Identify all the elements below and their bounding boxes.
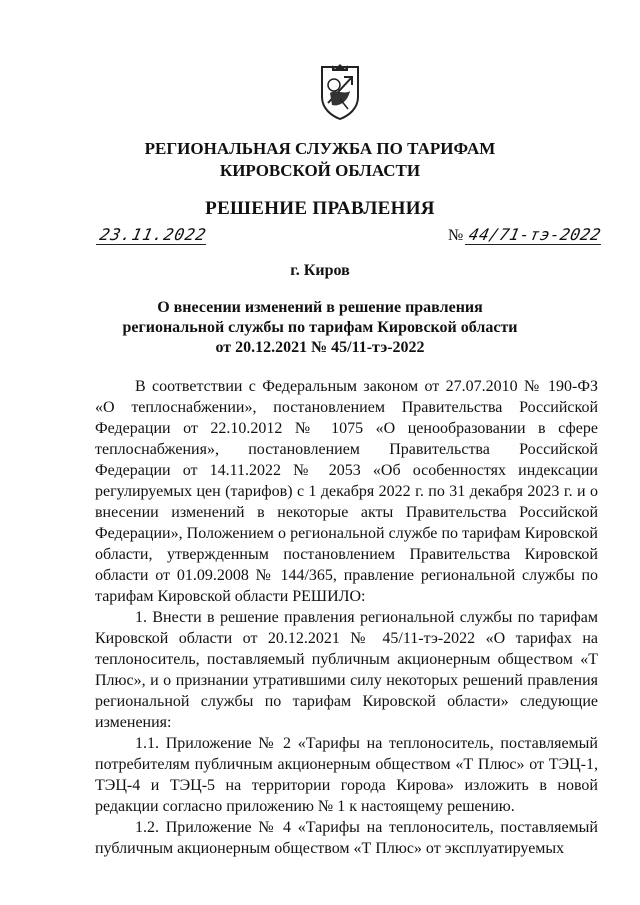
subject-line-2: региональной службы по тарифам Кировской области xyxy=(122,319,518,336)
subject xyxy=(0,298,640,358)
number-value: 44/71-тэ-2022 xyxy=(465,225,605,245)
decision-date: 23.11.2022 xyxy=(96,225,211,245)
paragraph-item-1: 1. Внести в решение правления региональной службы по тарифам Кировской области от 20.12.2021 № 45/11-тэ-2022 «О тарифах на теплоноситель, поставляемый публичным акционерным обществом «Т Плюс», и о признании утратившими силу некоторых решений правления региональной службы по тарифам Кировской области» следующие изменения: xyxy=(95,609,598,731)
city: г. Киров xyxy=(290,262,350,279)
paragraph-item-1-1: 1.1. Приложение № 2 «Тарифы на теплоноситель, поставляемый потребителям публичным акционерным обществом «Т Плюс» от ТЭЦ-1, ТЭЦ-4 и ТЭЦ-5 на территории города Кирова» изложить в новой редакции согласно приложению № 1 к настоящему решению. xyxy=(95,735,598,815)
subject-line-1: О внесении изменений в решение правления xyxy=(157,299,483,316)
paragraph-preamble: В соответствии с Федеральным законом от 27.07.2010 № 190-ФЗ «О теплоснабжении», постановлением Правительства Российской Федерации от 22.10.2012 № 1075 «О ценообразовании в сфере теплоснабжения», постановлением Правительства Российской Федерации от 14.11.2022 № 2053 «Об особенностях индексации регулируемых цен (тарифов) с 1 декабря 2022 г. по 31 декабря 2023 г. и о внесении изменений в некоторые акты Правительства Российской Федерации», Положением о региональной службе по тарифам Кировской области, утвержденным постановлением Правительства Кировской области от 01.09.2008 № 144/365, правление региональной службы по тарифам Кировской области РЕШИЛО: xyxy=(95,378,598,605)
org-line-2: КИРОВСКОЙ ОБЛАСТИ xyxy=(219,161,421,180)
subject-line-3: от 20.12.2021 № 45/11-тэ-2022 xyxy=(215,339,425,356)
decision-number xyxy=(448,225,603,245)
document-body xyxy=(95,376,598,859)
number-sign: № xyxy=(448,227,464,244)
organization-name xyxy=(0,138,640,182)
coat-of-arms-icon xyxy=(318,63,362,121)
org-line-1: РЕГИОНАЛЬНАЯ СЛУЖБА ПО ТАРИФАМ xyxy=(144,139,496,158)
paragraph-item-1-2: 1.2. Приложение № 4 «Тарифы на теплоноситель, поставляемый публичным акционерным обществом «Т Плюс» от эксплуатируемых xyxy=(95,819,598,857)
decision-title: РЕШЕНИЕ ПРАВЛЕНИЯ xyxy=(205,198,435,219)
